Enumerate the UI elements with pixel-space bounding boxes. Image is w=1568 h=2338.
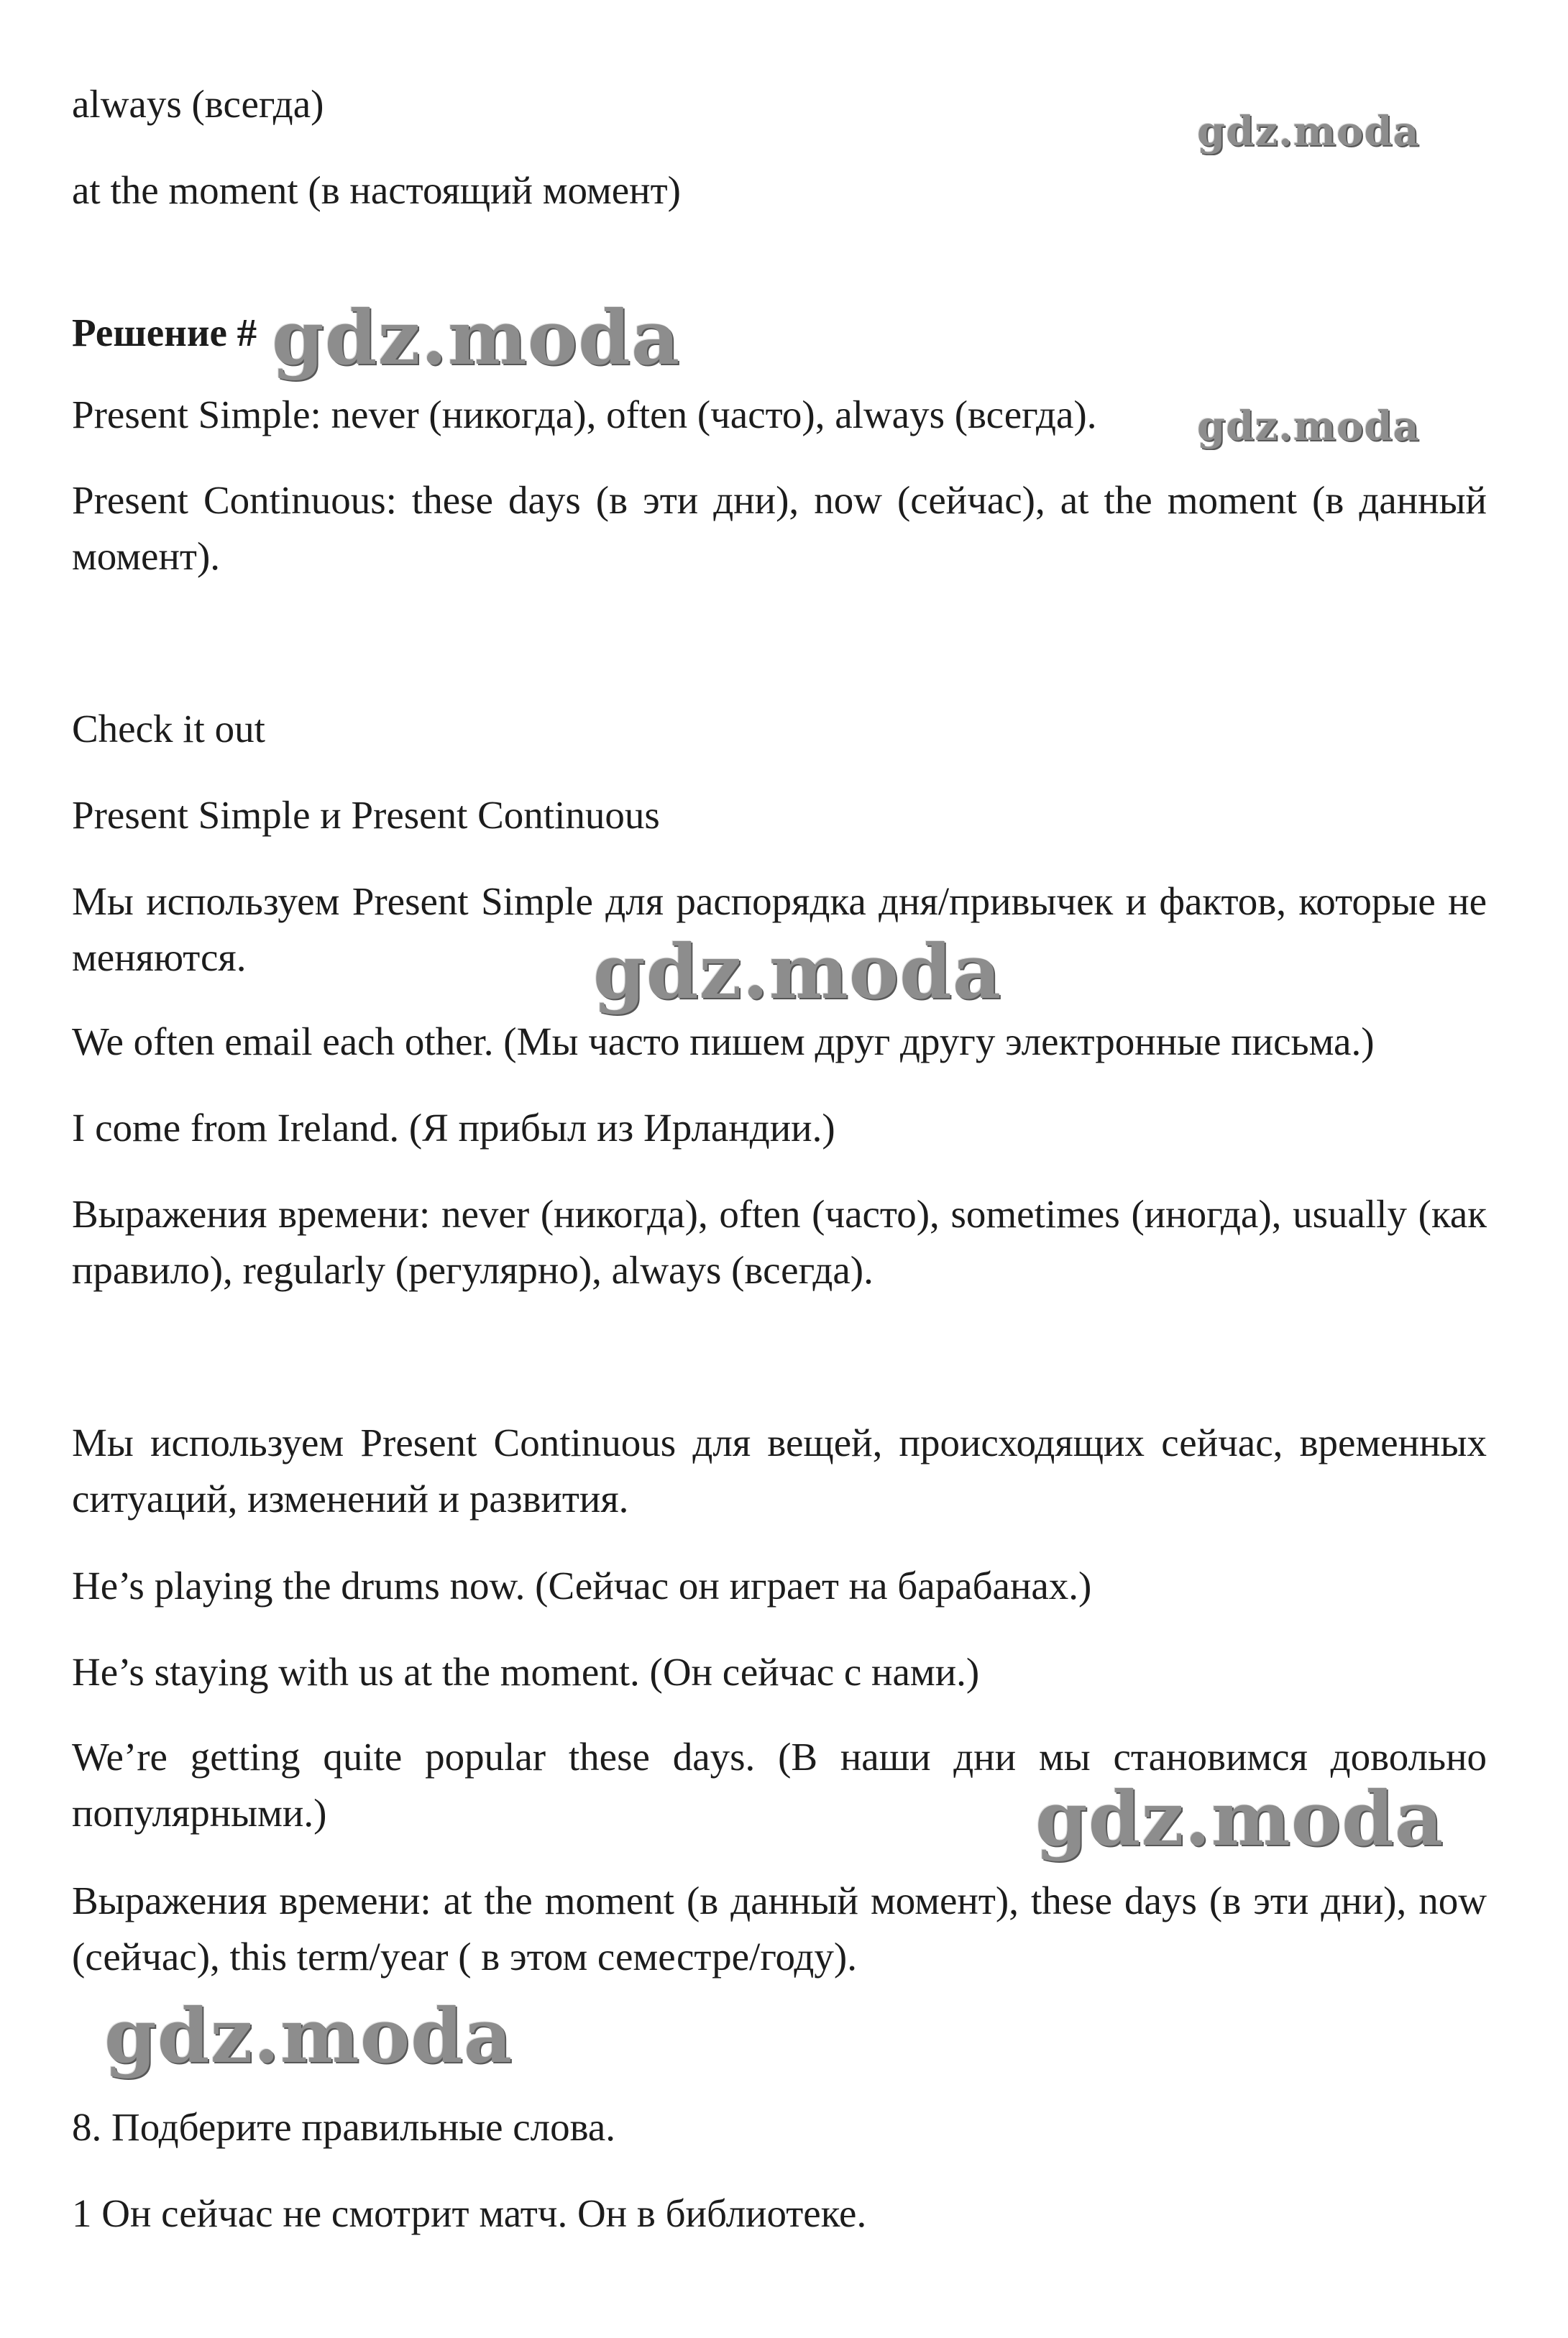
watermark-logo: gdz.moda — [272, 293, 681, 382]
text-line-tenses-title: Present Simple и Present Continuous — [72, 793, 660, 837]
example-ireland: I come from Ireland. (Я прибыл из Ирландии.) — [72, 1106, 835, 1150]
solution-heading: Решение # — [72, 311, 257, 354]
watermark-logo: gdz.moda — [593, 927, 1002, 1016]
paragraph-popular-example: We’re getting quite popular these days. (В наши дни мы становимся довольно популярными.) — [72, 1735, 1487, 1835]
paragraph-continuous-time-expressions: Выражения времени: at the moment (в данный момент), these days (в эти дни), now (сейчас), this term/year ( в этом семестре/году). — [72, 1879, 1487, 1979]
text-line-at-the-moment: at the moment (в настоящий момент) — [72, 168, 681, 212]
watermark-logo: gdz.moda — [1197, 403, 1420, 450]
watermark-logo: gdz.moda — [104, 1991, 513, 2080]
exercise-heading: 8. Подберите правильные слова. — [72, 2105, 616, 2149]
watermark-logo: gdz.moda — [1035, 1774, 1444, 1863]
paragraph-present-continuous-usage: Мы используем Present Continuous для вещей, происходящих сейчас, временных ситуаций, изменений и развития. — [72, 1421, 1487, 1521]
example-email: We often email each other. (Мы часто пишем друг другу электронные письма.) — [72, 1019, 1375, 1063]
text-line-present-simple-markers: Present Simple: never (никогда), often (часто), always (всегда). — [72, 393, 1097, 436]
watermark-logo: gdz.moda — [1197, 108, 1420, 155]
example-staying: He’s staying with us at the moment. (Он сейчас с нами.) — [72, 1650, 980, 1694]
paragraph-present-continuous-markers: Present Continuous: these days (в эти дни), now (сейчас), at the moment (в данный момент). — [72, 478, 1487, 578]
exercise-item-1: 1 Он сейчас не смотрит матч. Он в библиотеке. — [72, 2191, 867, 2235]
example-drums: He’s playing the drums now. (Сейчас он играет на барабанах.) — [72, 1564, 1092, 1608]
text-line-always: always (всегда) — [72, 82, 324, 126]
paragraph-simple-time-expressions: Выражения времени: never (никогда), often (часто), sometimes (иногда), usually (как правило), regularly (регулярно), always (всегда). — [72, 1192, 1487, 1292]
paragraph-present-simple-usage: Мы используем Present Simple для распорядка дня/привычек и фактов, которые не меняются. — [72, 879, 1487, 979]
text-line-check-it-out: Check it out — [72, 707, 265, 751]
